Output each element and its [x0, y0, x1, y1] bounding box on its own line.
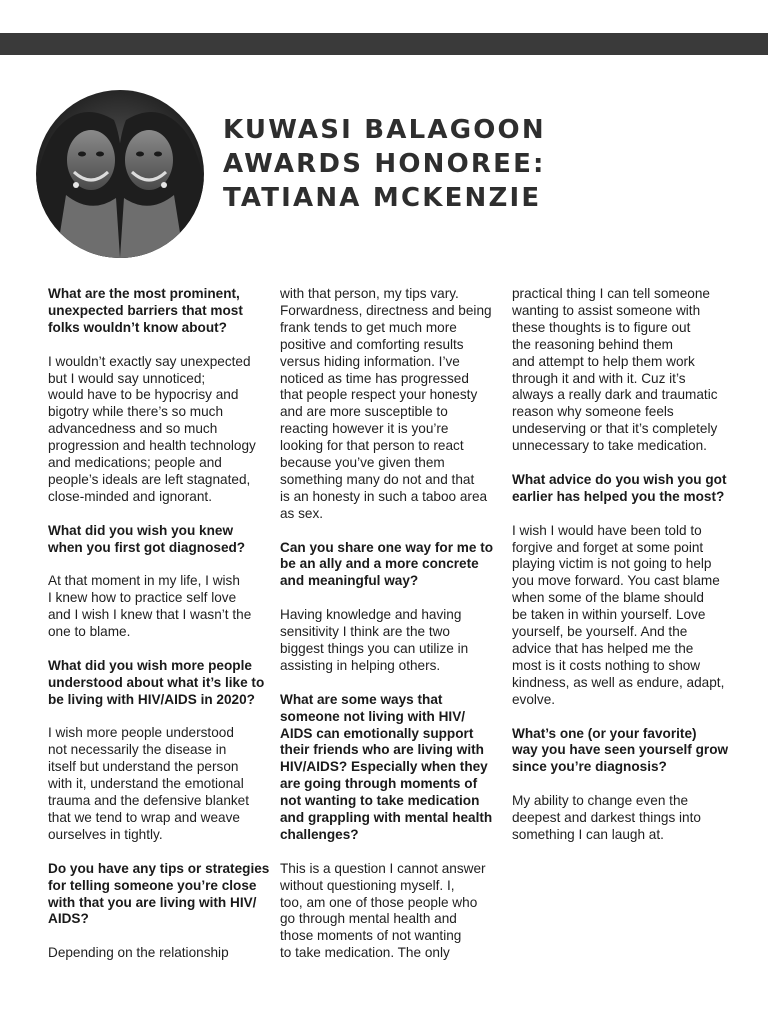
paragraph-gap: [48, 844, 266, 861]
interview-answer: [512, 286, 734, 455]
text-line: What’s one (or your favorite): [512, 725, 697, 741]
text-line: practical thing I can tell someone: [512, 286, 710, 301]
text-line: be living with HIV/AIDS in 2020?: [48, 691, 255, 707]
text-line: understood about what it’s like to: [48, 674, 265, 690]
text-line: My ability to change even the: [512, 793, 689, 809]
text-line: are going through moments of: [280, 776, 478, 792]
text-line: these thoughts is to figure out: [512, 319, 691, 335]
interview-question: [512, 472, 734, 506]
portrait-photo-graphic: [36, 90, 204, 258]
text-line: through it and with it. Cuz it’s: [512, 370, 686, 386]
paragraph-gap: [48, 928, 266, 945]
text-column-1: [48, 286, 270, 962]
text-line: wanting to assist someone with: [512, 302, 701, 318]
text-line: close-minded and ignorant.: [48, 488, 212, 504]
text-line: to take medication. The only: [280, 945, 450, 961]
text-line: and attempt to help them work: [512, 353, 695, 369]
paragraph-gap: [512, 776, 734, 793]
text-line: go through mental health and: [280, 911, 457, 927]
text-line: I knew how to practice self love: [48, 590, 237, 606]
text-line: yourself, be yourself. And the: [512, 624, 688, 640]
text-line: advancedness and so much: [48, 421, 218, 437]
interview-question: [48, 286, 266, 337]
paragraph-gap: [48, 556, 266, 573]
text-line: sensitivity I think are the two: [280, 624, 450, 640]
text-line: trauma and the defensive blanket: [48, 793, 250, 809]
text-line: bigotry while there’s so much: [48, 404, 224, 420]
text-line: I wouldn’t exactly say unexpected: [48, 353, 251, 369]
paragraph-gap: [48, 641, 266, 658]
text-line: frank tends to get much more: [280, 319, 457, 335]
paragraph-gap: [48, 506, 266, 523]
text-line: ourselves in tightly.: [48, 826, 163, 842]
text-line: something I can laugh at.: [512, 826, 664, 842]
text-line: with that person, my tips vary.: [280, 286, 459, 301]
text-line: would have to be hypocrisy and: [48, 387, 239, 403]
interview-answer: [280, 607, 498, 675]
text-line: one to blame.: [48, 624, 131, 640]
text-line: What advice do you wish you got: [512, 471, 727, 487]
paragraph-gap: [280, 675, 498, 692]
text-line: without questioning myself. I,: [280, 877, 455, 893]
text-line: Forwardness, directness and being: [280, 302, 492, 318]
text-line: At that moment in my life, I wish: [48, 573, 240, 589]
text-line: assisting in helping others.: [280, 657, 441, 673]
text-line: is an honesty in such a taboo area: [280, 488, 488, 504]
text-line: when some of the blame should: [512, 590, 704, 606]
text-line: forgive and forget at some point: [512, 539, 704, 555]
interview-answer: [48, 945, 266, 962]
text-line: This is a question I cannot answer: [280, 860, 486, 876]
text-line: and I wish I knew that I wasn’t the: [48, 607, 252, 623]
text-line: be taken in within yourself. Love: [512, 607, 706, 623]
text-line: the reasoning behind them: [512, 336, 673, 352]
text-line: What did you wish you knew: [48, 522, 234, 538]
text-line: unnecessary to take medication.: [512, 438, 707, 454]
text-line: not necessarily the disease in: [48, 742, 227, 758]
text-line: reacting however it is you’re: [280, 421, 449, 437]
text-line: looking for that person to react: [280, 438, 464, 454]
text-line: I wish I would have been told to: [512, 522, 702, 538]
text-line: undeserving or that it’s completely: [512, 421, 718, 437]
text-line: Do you have any tips or strategies: [48, 860, 270, 876]
text-line: itself but understand the person: [48, 759, 239, 775]
title-line: TATIANA MCKENZIE: [223, 183, 542, 213]
text-line: and medications; people and: [48, 455, 222, 471]
interview-answer: [48, 573, 266, 641]
interview-question: [48, 860, 270, 929]
title-line: AWARDS HONOREE:: [223, 149, 546, 179]
text-line: Can you share one way for me to: [280, 539, 494, 555]
text-line: HIV/AIDS? Especially when they: [280, 759, 488, 775]
title-line: KUWASI BALAGOON: [223, 115, 546, 145]
text-line: and meaningful way?: [280, 573, 419, 589]
text-line: playing victim is not going to help: [512, 556, 712, 572]
text-line: you move forward. You cast blame: [512, 573, 720, 589]
paragraph-gap: [48, 709, 266, 726]
text-line: those moments of not wanting: [280, 928, 462, 944]
interview-answer: [512, 523, 734, 709]
text-line: deepest and darkest things into: [512, 810, 701, 826]
interview-answer: [48, 354, 266, 506]
text-line: something many do not and that: [280, 471, 475, 487]
text-line: progression and health technology: [48, 438, 256, 454]
text-line: Having knowledge and having: [280, 607, 462, 623]
text-line: earlier has helped you the most?: [512, 488, 725, 504]
text-line: What are the most prominent,: [48, 286, 240, 301]
text-line: that people respect your honesty: [280, 387, 478, 403]
interview-answer: [280, 861, 498, 962]
text-line: too, am one of those people who: [280, 894, 478, 910]
text-line: kindness, as well as endure, adapt,: [512, 674, 725, 690]
paragraph-gap: [48, 337, 266, 354]
interview-question: [280, 692, 498, 844]
text-line: for telling someone you’re close: [48, 877, 257, 893]
text-line: with it, understand the emotional: [48, 776, 244, 792]
interview-answer: [48, 725, 266, 843]
interview-question: [512, 726, 734, 777]
interview-answer: [512, 793, 734, 844]
text-line: biggest things you can utilize in: [280, 641, 469, 656]
text-line: because you’ve given them: [280, 455, 445, 471]
paragraph-gap: [280, 523, 498, 540]
text-line: I wish more people understood: [48, 725, 234, 741]
text-line: way you have seen yourself grow: [512, 742, 729, 758]
text-line: their friends who are living with: [280, 742, 484, 758]
paragraph-gap: [512, 455, 734, 472]
text-line: and are more susceptible to: [280, 404, 448, 420]
text-line: positive and comforting results: [280, 336, 464, 352]
interview-question: [280, 540, 498, 591]
text-column-3: [512, 286, 734, 844]
interview-answer: [280, 286, 498, 523]
text-line: noticed as time has progressed: [280, 370, 469, 386]
interview-question: [48, 523, 266, 557]
text-line: Depending on the relationship: [48, 945, 229, 961]
interview-question: [48, 658, 266, 709]
paragraph-gap: [512, 709, 734, 726]
text-line: that we tend to wrap and weave: [48, 810, 240, 826]
text-line: since you’re diagnosis?: [512, 759, 667, 775]
text-line: reason why someone feels: [512, 404, 674, 420]
text-line: not wanting to take medication: [280, 793, 480, 809]
text-line: What did you wish more people: [48, 657, 252, 673]
text-line: someone not living with HIV/: [280, 708, 466, 724]
text-line: challenges?: [280, 826, 359, 842]
text-line: but I would say unnoticed;: [48, 370, 206, 386]
text-line: when you first got diagnosed?: [48, 539, 246, 555]
text-line: people’s ideals are left stagnated,: [48, 471, 251, 487]
text-column-2: [280, 286, 498, 962]
text-line: advice that has helped me the: [512, 641, 694, 656]
text-line: What are some ways that: [280, 691, 443, 707]
text-line: AIDS can emotionally support: [280, 725, 474, 741]
paragraph-gap: [280, 590, 498, 607]
text-line: evolve.: [512, 691, 556, 707]
text-line: as sex.: [280, 505, 324, 521]
paragraph-gap: [280, 844, 498, 861]
top-banner-bar: [0, 33, 768, 55]
text-line: AIDS?: [48, 911, 89, 927]
article-title: [223, 113, 753, 215]
paragraph-gap: [512, 506, 734, 523]
text-line: unexpected barriers that most: [48, 302, 243, 318]
text-line: versus hiding information. I’ve: [280, 353, 460, 369]
text-line: folks wouldn’t know about?: [48, 319, 227, 335]
text-line: be an ally and a more concrete: [280, 556, 479, 572]
text-line: and grappling with mental health: [280, 810, 493, 826]
text-line: with that you are living with HIV/: [48, 894, 257, 910]
text-line: most is it costs nothing to show: [512, 657, 701, 673]
honoree-portrait: [36, 90, 204, 258]
text-line: always a really dark and traumatic: [512, 387, 718, 403]
